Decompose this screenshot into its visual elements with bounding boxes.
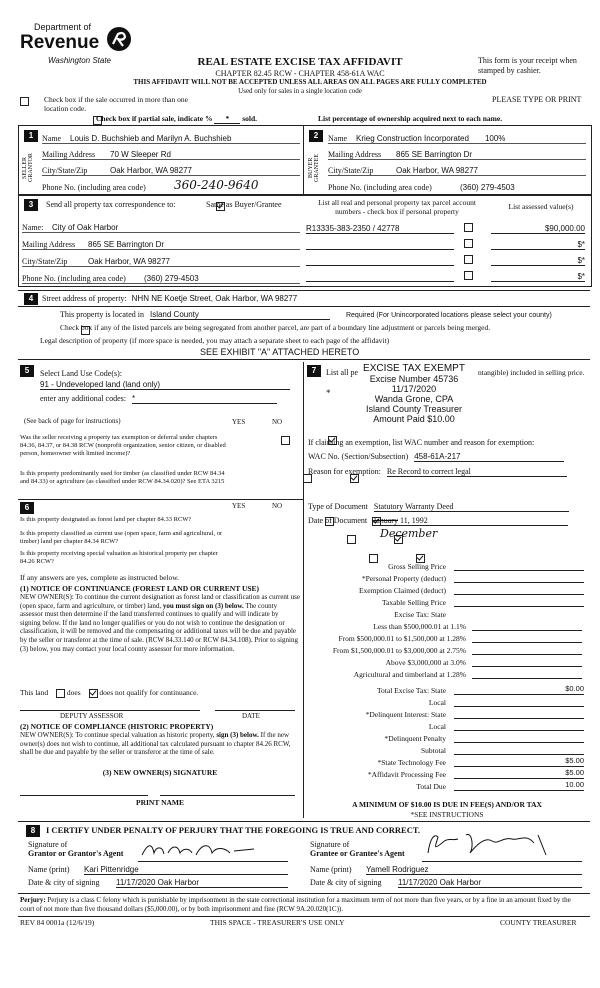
tax-row: [306, 583, 588, 595]
notice1-text-a: NEW OWNER(S): To continue the current designation as forest land or classification as current use (open space, farm and agriculture, or timber) land,: [20, 593, 300, 610]
section5-yes-header: YES: [232, 418, 246, 426]
buyer-mail-field[interactable]: 865 SE Barrington Dr: [396, 150, 473, 159]
exempt-stamp: [344, 364, 484, 424]
section-2-badge: 2: [309, 130, 323, 142]
tax-row: [306, 559, 588, 571]
does-not-checkbox[interactable]: [89, 689, 98, 698]
tax-row-label: *Personal Property (deduct): [361, 574, 446, 583]
print-name-label: PRINT NAME: [136, 798, 184, 807]
tax-row-value[interactable]: 10.00: [454, 780, 584, 791]
buyer-side-label: BUYER GRANTEE: [308, 154, 320, 182]
notice2-text-c: If the new owner(s) does not wish to continue, all additional tax calculated pursuant to chapter 84.26 RCW, shall be due and payable by the seller or transferor at the time of sale.: [20, 731, 291, 757]
grantee-name-label: Name (print): [310, 865, 352, 874]
certify-statement: I CERTIFY UNDER PENALTY OF PERJURY THAT THE FOREGOING IS TRUE AND CORRECT.: [46, 825, 421, 835]
tax-row-label: Local: [428, 722, 446, 731]
doc-type-field[interactable]: Statutory Warranty Deed: [374, 502, 569, 512]
county-treasurer-label: COUNTY TREASURER: [500, 918, 577, 927]
tax-row-label: *Delinquent Interest: State: [365, 710, 446, 719]
partial-sale-sold: sold.: [242, 114, 258, 123]
accept-warning: THIS AFFIDAVIT WILL NOT BE ACCEPTED UNLESS ALL AREAS ON ALL PAGES ARE FULLY COMPLETED: [133, 78, 487, 86]
tax-row-label: From $500,000.01 to $1,500,000 at 1.28%: [338, 634, 466, 643]
tax-row-value[interactable]: [454, 584, 584, 595]
form-chapter: CHAPTER 82.45 RCW - CHAPTER 458-61A WAC: [215, 69, 385, 78]
county-field[interactable]: Island County: [150, 310, 330, 320]
perjury-label: Perjury:: [20, 896, 46, 904]
buyer-pct-field[interactable]: 100%: [484, 134, 506, 143]
doc-date-label: Date of Document: [308, 516, 368, 525]
doc-date-field[interactable]: [373, 516, 568, 526]
notice2-text-a: NEW OWNER(S): To continue special valuation as historic property,: [20, 731, 215, 739]
parcel-value[interactable]: $*: [491, 240, 585, 250]
corr-name-field[interactable]: City of Oak Harbor: [52, 223, 119, 232]
doc-type-row: [308, 502, 569, 512]
form-title: REAL ESTATE EXCISE TAX AFFIDAVIT: [197, 56, 403, 68]
tax-row: [306, 719, 588, 731]
section5-no-header: NO: [272, 418, 283, 426]
section5-instructions: (See back of page for instructions): [24, 417, 121, 425]
tax-row: [306, 683, 588, 695]
parcel-acct[interactable]: [306, 271, 454, 282]
stamp-line: Excise Number 45736: [369, 374, 459, 384]
seller-mail-field[interactable]: 70 W Sleeper Rd: [110, 150, 171, 159]
doc-type-label: Type of Document: [308, 502, 368, 511]
wac-label: WAC No. (Section/Subsection): [308, 452, 409, 461]
tax-row-label: *State Technology Fee: [377, 758, 446, 767]
section-8-badge: 8: [26, 825, 40, 837]
tax-row: [306, 643, 588, 655]
dor-logo-line3: Washington State: [48, 56, 112, 65]
please-type-label: PLEASE TYPE OR PRINT: [492, 95, 582, 104]
does-label: does: [66, 688, 81, 697]
tax-row-value[interactable]: [454, 596, 584, 607]
does-checkbox[interactable]: [56, 689, 65, 698]
parcel-value[interactable]: $*: [491, 272, 585, 282]
corr-phone-field[interactable]: (360) 279-4503: [144, 274, 199, 283]
stamp-line: Island County Treasurer: [365, 404, 463, 414]
tax-row-value[interactable]: [472, 644, 582, 655]
parcel-list: [306, 218, 588, 282]
buyer-city-label: City/State/Zip: [328, 166, 374, 175]
grantee-signature-image: [422, 829, 552, 857]
notice1-title: (1) NOTICE OF CONTINUANCE (FOREST LAND OR CURRENT USE): [20, 584, 260, 593]
tax-row: [306, 667, 588, 679]
tax-row-label: Agricultural and timberland at 1.28%: [353, 670, 466, 679]
stamp-line: Wanda Grone, CPA: [374, 394, 454, 404]
partial-sale-label: [96, 114, 257, 124]
doc-date-rest: 11, 1992: [397, 516, 428, 525]
tax-row-label: Subtotal: [420, 746, 446, 755]
seller-mail-label: Mailing Address: [42, 150, 96, 159]
seller-phone-field[interactable]: 360-240-9640: [174, 178, 259, 192]
tax-row-label: Exemption Claimed (deduct): [358, 586, 446, 595]
tax-row: [306, 743, 588, 755]
segregate-label: Check box if any of the listed parcels are being segregated from another parcel, are part of a boundary line adjustment or parcels being merged.: [60, 323, 491, 332]
tax-row-value[interactable]: [472, 668, 582, 679]
personal-property-checkbox[interactable]: [464, 223, 473, 232]
section-6-badge: 6: [20, 502, 34, 514]
partial-sale-value[interactable]: *: [214, 114, 240, 124]
additional-codes-row: [40, 394, 277, 404]
section6-no-header: NO: [272, 502, 283, 510]
legal-description[interactable]: SEE EXHIBIT "A" ATTACHED HERETO: [200, 347, 360, 357]
wac-field[interactable]: 458-61A-217: [414, 452, 564, 462]
tax-row-value: [454, 609, 584, 619]
ownership-note: List percentage of ownership acquired next to each name.: [318, 114, 503, 123]
buyer-fields: [328, 128, 586, 192]
multi-location-checkbox[interactable]: [20, 97, 29, 106]
land-use-label: Select Land Use Code(s):: [40, 369, 122, 378]
seller-city-field[interactable]: Oak Harbor, WA 98277: [110, 166, 192, 175]
section6-yes-header: YES: [232, 502, 246, 510]
personal-property-checkbox[interactable]: [464, 255, 473, 264]
tax-row-value[interactable]: [472, 620, 582, 631]
section-4-badge: 4: [24, 293, 38, 305]
personal-property-checkbox[interactable]: [464, 239, 473, 248]
grantee-signature-field[interactable]: [422, 849, 582, 862]
buyer-mail-label: Mailing Address: [328, 150, 382, 159]
county-row: [60, 310, 580, 320]
grantor-date-label: Date & city of signing: [28, 878, 100, 887]
buyer-city-field[interactable]: Oak Harbor, WA 98277: [396, 166, 478, 175]
grantee-signature-block: [310, 840, 588, 888]
see-instructions-note: *SEE INSTRUCTIONS: [410, 810, 484, 819]
if-yes-note: If any answers are yes, complete as instructed below.: [20, 573, 180, 582]
tax-row-label: Less than $500,000.01 at 1.1%: [373, 622, 466, 631]
tax-row-label: Above $3,000,000 at 3.0%: [385, 658, 466, 667]
parcel-row: [306, 266, 588, 282]
tax-row-label: From $1,500,000.01 to $3,000,000 at 2.75%: [332, 646, 466, 655]
tax-row-value[interactable]: $5.00: [454, 768, 584, 779]
tax-row-value[interactable]: [454, 572, 584, 583]
buyer-name-field[interactable]: Krieg Construction Incorporated: [356, 134, 469, 143]
tax-row: [306, 595, 588, 607]
exemption-note: If claiming an exemption, list WAC number and reason for exemption:: [308, 438, 535, 447]
same-as-buyer-label: Same as Buyer/Grantee: [206, 200, 282, 209]
tax-row-value[interactable]: [454, 744, 584, 755]
corr-mail-label: Mailing Address: [22, 240, 76, 249]
corr-mail-field[interactable]: 865 SE Barrington Dr: [88, 240, 165, 249]
grantor-signature-block: [28, 840, 298, 888]
deputy-assessor-label: DEPUTY ASSESSOR: [60, 712, 124, 720]
tax-row: [306, 779, 588, 791]
stamp-line: EXCISE TAX EXEMPT: [363, 363, 465, 374]
corr-city-field[interactable]: Oak Harbor, WA 98277: [88, 257, 170, 266]
parcel-acct[interactable]: [306, 239, 454, 250]
doc-date-struck: January: [373, 516, 398, 525]
notice3-title: (3) NEW OWNER(S) SIGNATURE: [102, 768, 218, 777]
tax-row-label: *Delinquent Penalty: [384, 734, 446, 743]
doc-date-row: [308, 516, 568, 526]
personal-property-label: List all pe: [326, 368, 358, 377]
tax-row: [306, 619, 588, 631]
tax-row-label: Total Excise Tax: State: [376, 686, 446, 695]
personal-property-checkbox[interactable]: [464, 271, 473, 280]
grantee-date-field[interactable]: 11/17/2020 Oak Harbor: [398, 878, 582, 888]
q5-1-yes-checkbox[interactable]: [281, 436, 290, 445]
assessor-date-label: DATE: [242, 712, 260, 720]
tax-row: [306, 571, 588, 583]
dor-logo-icon: [106, 26, 132, 52]
notice1-body: [20, 593, 300, 653]
tax-row: [306, 695, 588, 707]
buyer-phone-label: Phone No. (including area code): [328, 183, 432, 192]
buyer-phone-field[interactable]: (360) 279-4503: [460, 183, 515, 192]
tax-row-value[interactable]: $5.00: [454, 756, 584, 767]
tax-row-label: Gross Selling Price: [388, 562, 446, 571]
grantor-signature-field[interactable]: [138, 849, 288, 862]
tax-row: [306, 731, 588, 743]
seller-name-field[interactable]: Louis D. Buchshieb and Marilyn A. Buchshieb: [70, 134, 232, 143]
reason-row: [308, 467, 567, 477]
grantor-agent-label: Grantor or Grantor's Agent: [28, 849, 124, 858]
stamp-line: 11/17/2020: [391, 384, 437, 394]
parcel-row: [306, 250, 588, 266]
dor-logo: [20, 22, 135, 70]
street-label: Street address of property:: [42, 294, 127, 303]
forest-question: Is this property designated as forest land per chapter 84.33 RCW?: [20, 516, 192, 523]
tax-row-value[interactable]: [454, 732, 584, 743]
does-not-label: does not qualify for continuance.: [99, 688, 199, 697]
notice1-text-c: The county assessor must then determine if the land transferred continues to qualify and will indicate by signing below. If the land no longer qualifies or you do not wish to continue the designation or classification, it will be removed and the compensating or additional taxes will be due and payable by the seller or transferor at the time of sale. (RCW 84.33.140 or RCW 84.34.108). Prior to signing (3) below, you may contact your local county assessor for more information.: [20, 601, 298, 653]
reason-field[interactable]: Re Record to correct legal: [387, 467, 567, 477]
wac-row: [308, 452, 564, 462]
seller-city-label: City/State/Zip: [42, 166, 88, 175]
doc-date-correction: December: [380, 527, 438, 540]
tax-row-value[interactable]: [454, 696, 584, 707]
parcel-header: List all real and personal property tax parcel account numbers - check box if personal property: [318, 198, 476, 216]
tax-row: [306, 607, 588, 619]
multi-location-label: Check box if the sale occurred in more than one location code.: [44, 95, 188, 113]
minimum-due-note: A MINIMUM OF $10.00 IS DUE IN FEE(S) AND/OR TAX: [352, 800, 542, 809]
seller-phone-label: Phone No. (including area code): [42, 183, 146, 192]
timber-question: Is this property predominantly used for timber (as classified under RCW 84.34 and 84.33) or agriculture (as classified under RCW 84.34.020)? See ETA 3215: [20, 470, 225, 485]
corr-city-label: City/State/Zip: [22, 257, 68, 266]
located-label: This property is located in: [60, 310, 144, 319]
seller-name-label: Name: [42, 134, 62, 143]
tax-row-value[interactable]: [454, 708, 584, 719]
grantee-name-field[interactable]: Yamell Rodriguez: [366, 865, 582, 875]
additional-codes-label: enter any additional codes:: [40, 394, 126, 403]
q6-2-yes-checkbox[interactable]: [347, 535, 356, 544]
receipt-note: This form is your receipt when stamped by cashier.: [478, 56, 577, 75]
tax-row: [306, 631, 588, 643]
tax-row-value[interactable]: [454, 720, 584, 731]
send-corr-label: Send all property tax correspondence to:: [46, 200, 176, 209]
grantor-date-field[interactable]: 11/17/2020 Oak Harbor: [116, 878, 288, 888]
county-required-note: Required (For Unincorporated locations please select your county): [345, 312, 552, 319]
additional-codes-field[interactable]: *: [132, 394, 277, 404]
parcel-row: [306, 218, 588, 234]
this-land-label: This land: [20, 688, 49, 697]
tax-row-label: Taxable Selling Price: [381, 598, 446, 607]
tax-row-label: Local: [428, 698, 446, 707]
legal-label: Legal description of property (if more space is needed, you may attach a separate sheet to each page of the affidavit): [40, 336, 390, 345]
notice2-body: [20, 731, 300, 757]
tax-row-value[interactable]: [472, 656, 582, 667]
corr-phone-label: Phone No. (including area code): [22, 274, 126, 283]
tax-totals: [306, 683, 588, 791]
historic-question: Is this property receiving special valuation as historical property per chapter 84.26 RCW?: [20, 550, 218, 565]
parcel-row: [306, 234, 588, 250]
land-use-field[interactable]: 91 - Undeveloped land (land only): [40, 380, 290, 390]
tax-row-value[interactable]: $0.00: [454, 684, 584, 695]
tax-row: [306, 707, 588, 719]
tax-row-value[interactable]: [454, 560, 584, 571]
personal-property-tail: ntangible) included in selling price.: [478, 368, 585, 377]
notice1-text-b: you must sign on (3) below.: [162, 601, 244, 610]
parcel-acct[interactable]: R13335-383-2350 / 42778: [306, 224, 454, 234]
grantor-sig-label1: Signature of: [28, 840, 68, 849]
parcel-acct[interactable]: [306, 255, 454, 266]
tax-row-label: *Affidavit Processing Fee: [367, 770, 446, 779]
tax-row-value[interactable]: [472, 632, 582, 643]
tax-row: [306, 767, 588, 779]
seller-side-label: SELLER GRANTOR: [22, 153, 34, 183]
tax-table: [306, 559, 588, 679]
reason-label: Reason for exemption:: [308, 467, 381, 476]
assessed-header: List assessed value(s): [508, 202, 574, 211]
street-field[interactable]: NHN NE Koetje Street, Oak Harbor, WA 98277: [131, 294, 298, 303]
notice2-text-b: sign (3) below.: [216, 731, 259, 739]
partial-sale-text: Check box if partial sale, indicate %: [96, 114, 213, 123]
perjury-notice: [20, 896, 586, 913]
tax-row: [306, 755, 588, 767]
treasurer-only-label: THIS SPACE - TREASURER'S USE ONLY: [210, 918, 345, 927]
section-1-badge: 1: [24, 130, 38, 142]
notice2-title: (2) NOTICE OF COMPLIANCE (HISTORIC PROPERTY): [20, 722, 214, 731]
tax-row-label: Total Due: [416, 782, 446, 791]
grantor-name-label: Name (print): [28, 865, 70, 874]
single-location-note: Used only for sales in a single location code: [238, 87, 362, 95]
corr-fields: [22, 216, 300, 284]
stamp-star: *: [326, 388, 331, 398]
exemption-question: Was the seller receiving a property tax exemption or deferral under chapters 84.36, 84.37, or 84.38 RCW (nonprofit organization, senior citizen, or disabled person, homeowner with limited income)?: [20, 434, 226, 457]
dor-logo-line2: Revenue: [20, 32, 100, 53]
section-7-badge: 7: [307, 365, 321, 377]
grantee-date-label: Date & city of signing: [310, 878, 382, 887]
grantor-name-field[interactable]: Kari Pittenridge: [84, 865, 288, 875]
corr-name-label: Name:: [22, 223, 44, 232]
tax-row: [306, 655, 588, 667]
grantee-sig-label1: Signature of: [310, 840, 350, 849]
seller-fields: [42, 128, 300, 192]
continuance-row: [20, 688, 198, 698]
parcel-value[interactable]: $90,000.00: [491, 224, 585, 234]
street-row: [42, 294, 297, 303]
buyer-name-label: Name: [328, 134, 348, 143]
dor-logo-line1: Department of: [34, 22, 92, 32]
section-3-badge: 3: [24, 199, 38, 211]
grantor-signature-image: [138, 841, 258, 859]
form-id: REV 84 0001a (12/6/19): [20, 918, 95, 927]
perjury-text: Perjury is a class C felony which is punishable by imprisonment in the state correctional institution for a maximum term of not more than five years, or by a fine in an amount fixed by the court of not more than five thousand dollars ($5,000.00), or by both imprisonment and fine (RCW 9A.20.020(1C)).: [20, 896, 571, 913]
tax-row-label: Excise Tax: State: [394, 610, 446, 619]
parcel-value[interactable]: $*: [491, 256, 585, 266]
grantee-agent-label: Grantee or Grantee's Agent: [310, 849, 405, 858]
current-use-question: Is this property classified as current use (open space, farm and agricultural, or timber) land per chapter 84.34 RCW?: [20, 530, 223, 545]
section-5-badge: 5: [20, 365, 34, 377]
stamp-line: Amount Paid $10.00: [373, 414, 455, 424]
